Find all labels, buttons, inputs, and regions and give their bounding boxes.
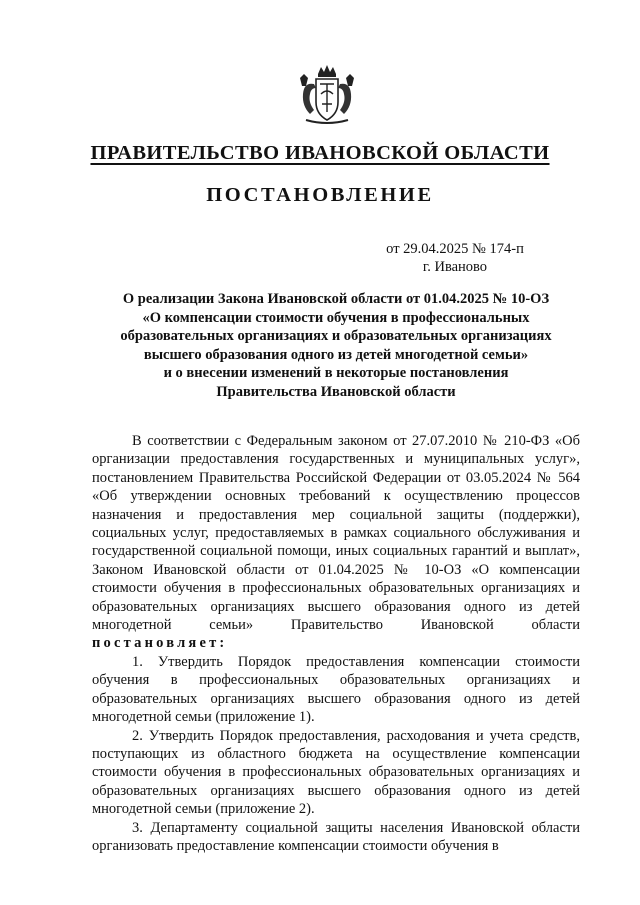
preamble-text: В соответствии с Федеральным законом от 27.07.2010 № 210-ФЗ «Об организации предоставления государственных и муниципальных услуг», постановлением Правительства Российской Федерации от 03.05.2024 № 564 «Об утверждении основных требований к осуществлению процессов назначения и предоставления мер социальной защиты (поддержки), социальных услуг, предоставляемых в рамках социального обслуживания и государственной социальной помощи, иных социальных гарантий и выплат», Законом Ивановской области от 01.04.2025 № 10-ОЗ «О компенсации стоимости обучения в профессиональных образовательных организациях и образовательных организациях высшего образования одного из детей многодетной семьи» Правительство Ивановской области [92, 433, 580, 634]
item-2: 2. Утвердить Порядок предоставления, расходования и учета средств, поступающих из областного бюджета на осуществление компенсации стоимости обучения в профессиональных образовательных организациях и образовательных организациях высшего образования одного из детей многодетной семьи (приложение 2). [92, 727, 580, 818]
item-1: 1. Утвердить Порядок предоставления компенсации стоимости обучения в профессиональных образовательных организациях и образовательных организациях высшего образования одного из детей многодетной семьи (приложение 1). [92, 653, 580, 726]
coat-of-arms-icon [294, 64, 360, 126]
title-line: и о внесении изменений в некоторые постановления [163, 365, 509, 381]
title-line: высшего образования одного из детей многодетной семьи» [143, 346, 529, 363]
decree-word: постановляет: [92, 635, 228, 652]
title-line: Правительства Ивановской области [216, 383, 456, 400]
title-line: «О компенсации стоимости обучения в профессиональных [142, 309, 530, 326]
title-line: О реализации Закона Ивановской области от 01.04.2025 № 10-ОЗ [122, 291, 550, 307]
item-3: 3. Департаменту социальной защиты населения Ивановской области организовать предоставление компенсации стоимости обучения в [92, 819, 580, 854]
document-title [92, 290, 580, 401]
city: г. Иваново [422, 259, 488, 275]
government-name: ПРАВИТЕЛЬСТВО ИВАНОВСКОЙ ОБЛАСТИ [90, 142, 550, 164]
title-line: образовательных организациях и образовательных организациях [120, 328, 552, 344]
document-type: ПОСТАНОВЛЕНИЕ [206, 184, 434, 206]
document-meta [190, 240, 640, 276]
date-number: от 29.04.2025 № 174-п [386, 241, 524, 257]
document-body [92, 432, 580, 855]
preamble-paragraph [92, 432, 580, 653]
